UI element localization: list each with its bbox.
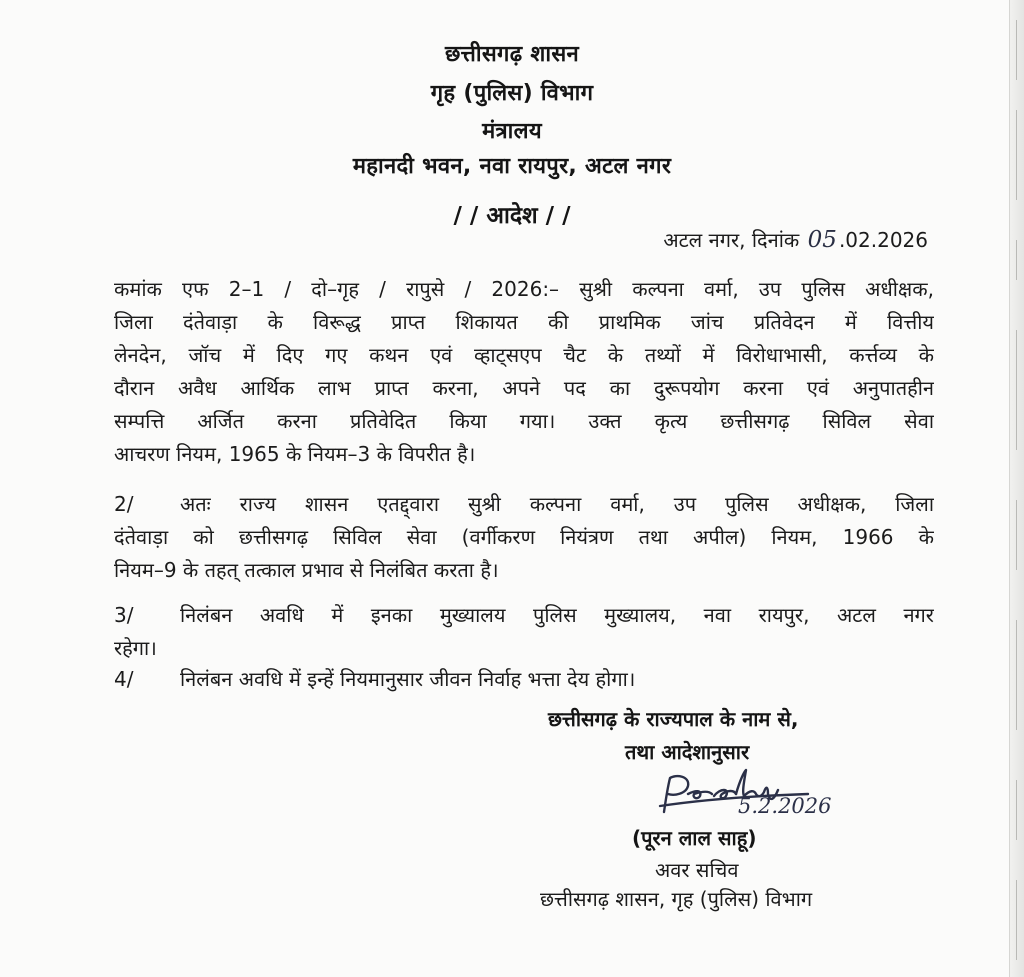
paragraph-1-line: कमांक एफ 2–1 / दो–गृह / रापुसे / 2026:– सुश्री कल्पना वर्मा, उप पुलिस अधीक्षक, [114, 277, 934, 301]
paragraph-3-line: रहेगा। [114, 636, 157, 660]
signatory-department: छत्तीसगढ़ शासन, गृह (पुलिस) विभाग [540, 887, 813, 911]
paragraph-1-line: जिला दंतेवाड़ा के विरूद्ध प्राप्त शिकायत की प्राथमिक जांच प्रतिवेदन में वित्तीय [114, 310, 934, 334]
paragraph-1-line: दौरान अवैध आर्थिक लाभ प्राप्त करना, अपने पद का दुरूपयोग करना एवं अनुपातहीन [114, 376, 934, 400]
government-name: छत्तीसगढ़ शासन [444, 42, 580, 67]
paragraph-2-line: नियम–9 के तहत् तत्काल प्रभाव से निलंबित करता है। [114, 558, 499, 582]
signatory-designation: अवर सचिव [655, 858, 739, 882]
office-address: महानदी भवन, नवा रायपुर, अटल नगर [352, 154, 672, 179]
date-prefix: अटल नगर, दिनांक [663, 228, 800, 252]
department-name: गृह (पुलिस) विभाग [430, 81, 594, 106]
governor-authority-line: छत्तीसगढ़ के राज्यपाल के नाम से, [548, 707, 799, 731]
paragraph-3-number: 3/ [114, 603, 134, 627]
paragraph-2-number: 2/ [114, 492, 134, 516]
signatory-name: (पूरन लाल साहू) [632, 826, 757, 850]
paragraph-4-line: निलंबन अवधि में इन्हें नियमानुसार जीवन निर्वाह भत्ता देय होगा। [180, 667, 636, 691]
order-date [663, 226, 928, 253]
paragraph-2-line: दंतेवाड़ा को छत्तीसगढ़ सिविल सेवा (वर्गीकरण नियंत्रण तथा अपील) नियम, 1966 के [114, 525, 934, 549]
paragraph-1-line: लेनदेन, जॉच में दिए गए कथन एवं व्हाट्सएप चैट के तथ्यों में विरोधाभासी, कर्त्तव्य के [114, 343, 934, 367]
handwritten-day: 05 [807, 227, 837, 253]
paragraph-1-line: आचरण नियम, 1965 के नियम–3 के विपरीत है। [114, 442, 476, 466]
paragraph-3-line: निलंबन अवधि में इनका मुख्यालय पुलिस मुख्यालय, नवा रायपुर, अटल नगर [180, 603, 934, 627]
page-edge [1009, 0, 1024, 977]
ministry-name: मंत्रालय [482, 119, 542, 144]
order-authority-line: तथा आदेशानुसार [625, 740, 750, 764]
paragraph-4-number: 4/ [114, 667, 134, 691]
date-suffix: .02.2026 [838, 228, 928, 252]
paragraph-1-line: सम्पत्ति अर्जित करना प्रतिवेदित किया गया। उक्त कृत्य छत्तीसगढ़ सिविल सेवा [114, 409, 934, 433]
order-title: / / आदेश / / [453, 203, 571, 229]
paragraph-2-line: अतः राज्य शासन एतद्द्वारा सुश्री कल्पना वर्मा, उप पुलिस अधीक्षक, जिला [180, 492, 934, 516]
signature-date: 5.2.2026 [738, 794, 832, 818]
